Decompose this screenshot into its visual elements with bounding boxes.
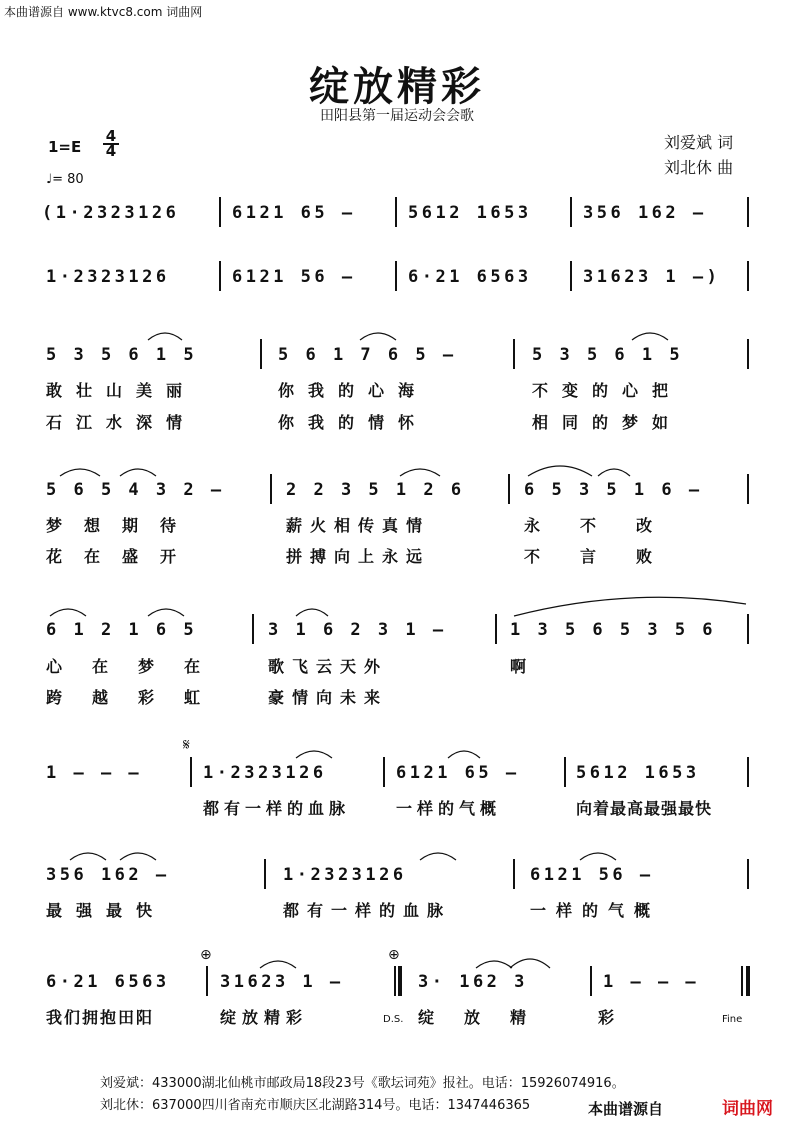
measure: 5 6 1 7 6 5 – [278,345,457,365]
footer-contact-1: 刘爱斌：433000湖北仙桃市邮政局18段23号《歌坛词苑》报社。电话：15926074916。 [100,1076,625,1091]
barline [747,757,749,787]
barline [747,859,749,889]
barline [206,966,208,996]
site-logo: 词曲网 [722,1099,773,1119]
lyric-line [0,513,794,537]
barline [513,339,515,369]
score-row-8 [0,972,794,1004]
lyric: 绽放精 [418,1008,557,1027]
lyric-line [0,685,794,709]
lyric: 敢壮山美丽 [46,381,197,400]
lyric: 你我的情怀 [278,413,429,432]
lyric-line [0,796,794,820]
measure: 356 162 – [583,203,707,223]
repeat-barline [398,966,402,996]
lyric: 不言败 [524,547,693,566]
score-row-6 [0,763,794,795]
score-row-2 [0,267,794,299]
measure: 1 – – – [46,763,143,783]
barline [747,339,749,369]
lyric: 向着最高最强最快 [576,799,713,818]
measure: 3 1 6 2 3 1 – [268,620,447,640]
measure: 5 3 5 6 1 5 [532,345,684,365]
measure: 6121 65 – [232,203,356,223]
barline [747,197,749,227]
barline [219,197,221,227]
lyric: 彩 [598,1008,629,1027]
footer-contact-2: 刘北休：637000四川省南充市顺庆区北湖路314号。电话：1347446365 [100,1098,531,1113]
measure: 1 3 5 6 5 3 5 6 [510,620,717,640]
measure: 6121 65 – [396,763,520,783]
coda-sign: ⊕ [388,947,400,963]
lyric: 啊 [510,657,541,676]
lyric: 都有一样的血脉 [203,799,351,818]
lyric: 歌飞云天外 [268,657,389,676]
lyric: 永不改 [524,516,693,535]
lyric: 跨越彩虹 [46,688,231,707]
lyric-line [0,544,794,568]
measure: 6·21 6563 [46,972,170,992]
measure: 356 162 – [46,865,170,885]
repeat-barline [394,966,396,996]
lyricist-credit: 刘爱斌 词 [664,133,734,152]
lyric: 我们拥抱田阳 [46,1008,155,1027]
score-row-5 [0,620,794,652]
measure: 31623 1 –) [583,267,721,287]
lyric-line [0,898,794,922]
barline [495,614,497,644]
barline [383,757,385,787]
measure: (1·2323126 [42,203,180,223]
lyric: 豪情向未来 [268,688,389,707]
measure: 5 3 5 6 1 5 [46,345,198,365]
lyric: 最强最快 [46,901,167,920]
lyric: 不变的心把 [532,381,683,400]
lyric: 薪火相传真情 [286,516,431,535]
watermark-text: 本曲谱源自 www.ktvc8.com 词曲网 [4,5,203,19]
barline [513,859,515,889]
measure: 1·2323126 [283,865,407,885]
score-row-1 [0,203,794,235]
measure: 5 6 5 4 3 2 – [46,480,225,500]
final-barline [746,966,750,996]
segno-sign: 𝄋 [183,735,190,754]
lyric: 花在盛开 [46,547,199,566]
measure: 1 – – – [603,972,700,992]
barline [270,474,272,504]
measure: 1·2323126 [46,267,170,287]
barline [590,966,592,996]
measure: 1·2323126 [203,763,327,783]
barline [747,261,749,291]
barline [395,197,397,227]
barline [570,261,572,291]
barline [747,474,749,504]
lyric: 石江水深情 [46,413,197,432]
lyric: 一样的气概 [530,901,661,920]
measure: 2 2 3 5 1 2 6 [286,480,465,500]
lyric: 一样的气概 [396,799,502,818]
score-row-7 [0,865,794,897]
lyric: 拼搏向上永远 [286,547,431,566]
measure: 6·21 6563 [408,267,532,287]
barline [395,261,397,291]
lyric: 梦想期待 [46,516,199,535]
lyric-line [0,410,794,434]
song-subtitle: 田阳县第一届运动会会歌 [320,108,474,124]
measure: 31623 1 – [220,972,344,992]
measure: 6 5 3 5 1 6 – [524,480,703,500]
measure: 5612 1653 [408,203,532,223]
barline [564,757,566,787]
lyric: 绽放精彩 [220,1008,309,1027]
lyric-line [0,378,794,402]
measure: 6121 56 – [232,267,356,287]
barline [219,261,221,291]
lyric: 你我的心海 [278,381,429,400]
lyric: 心在梦在 [46,657,231,676]
time-signature: $\frac{4}{4}$ [103,130,119,158]
tempo-marking: ♩= 80 [46,172,84,187]
measure: 6 1 2 1 6 5 [46,620,198,640]
barline [252,614,254,644]
song-title: 绽放精彩 [309,63,485,110]
ds-marking: D.S. [383,1014,404,1025]
barline [570,197,572,227]
composer-credit: 刘北休 曲 [664,158,734,177]
measure: 5612 1653 [576,763,700,783]
barline [260,339,262,369]
lyric-line [0,654,794,678]
final-barline [741,966,743,996]
score-row-4 [0,480,794,512]
score-row-3 [0,345,794,377]
barline [264,859,266,889]
barline [508,474,510,504]
measure: 3· 162 3 [418,972,528,992]
fine-marking: Fine [722,1014,743,1025]
coda-sign: ⊕ [200,947,212,963]
site-logo-text: 本曲谱源自 [588,1100,664,1118]
lyric: 相同的梦如 [532,413,683,432]
lyric: 都有一样的血脉 [283,901,452,920]
barline [747,614,749,644]
barline [190,757,192,787]
measure: 6121 56 – [530,865,654,885]
key-signature: 1=E [48,138,82,156]
